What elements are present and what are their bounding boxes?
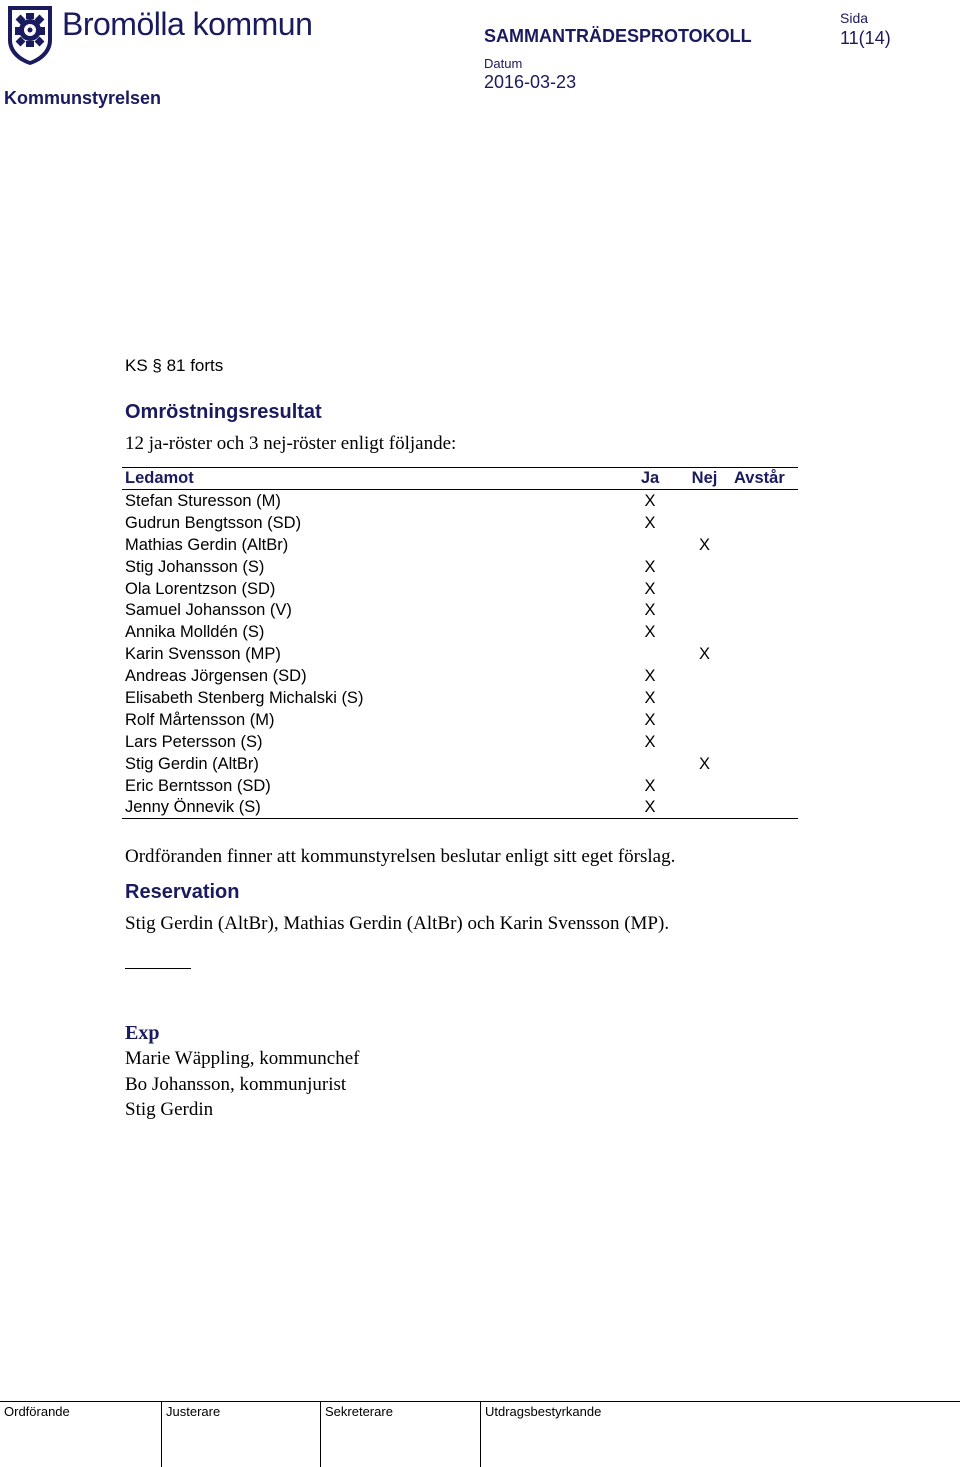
vote-no: X [698, 754, 710, 773]
signature-secretary: Sekreterare [320, 1402, 480, 1467]
organization-name: Kommunstyrelsen [4, 88, 162, 108]
vote-yes: X [644, 798, 656, 817]
table-row [122, 687, 798, 709]
vote-no [675, 796, 731, 818]
vote-no [675, 490, 731, 512]
vote-yes: X [644, 688, 656, 707]
table-row [122, 578, 798, 600]
signature-footer [0, 1401, 960, 1467]
vote-abstain [731, 731, 798, 753]
bromolla-coat-of-arms-icon [4, 4, 56, 66]
divider [125, 968, 191, 969]
vote-no [675, 775, 731, 797]
vote-heading: Omröstningsresultat [125, 401, 322, 423]
vote-abstain [731, 599, 798, 621]
vote-no [675, 599, 731, 621]
distribution-heading: Exp [125, 1022, 160, 1044]
table-row [122, 556, 798, 578]
vote-yes [622, 534, 675, 556]
reservation-text: Stig Gerdin (AltBr), Mathias Gerdin (AltBr) och Karin Svensson (MP). [125, 913, 670, 934]
page-number: 11(14) [840, 28, 891, 48]
member-name: Mathias Gerdin (AltBr) [125, 535, 289, 554]
vote-no [675, 731, 731, 753]
table-row [122, 665, 798, 687]
reservation-heading: Reservation [125, 881, 240, 903]
table-row [122, 731, 798, 753]
municipality-name: Bromölla kommun [62, 6, 313, 42]
vote-yes [622, 753, 675, 775]
document-type: SAMMANTRÄDESPROTOKOLL [484, 26, 752, 46]
table-row [122, 599, 798, 621]
member-name: Stig Johansson (S) [125, 557, 265, 576]
signature-adjuster: Justerare [161, 1402, 320, 1467]
vote-no [675, 621, 731, 643]
vote-no [675, 687, 731, 709]
table-row [122, 753, 798, 775]
signature-certifier: Utdragsbestyrkande [480, 1402, 960, 1467]
member-name: Gudrun Bengtsson (SD) [125, 513, 302, 532]
vote-yes: X [644, 710, 656, 729]
vote-table-header [122, 468, 798, 490]
page-label: Sida [840, 10, 869, 26]
header-no: Nej [691, 469, 718, 487]
vote-abstain [731, 621, 798, 643]
vote-yes [622, 643, 675, 665]
member-name: Andreas Jörgensen (SD) [125, 667, 307, 686]
vote-abstain [731, 687, 798, 709]
section-reference: KS § 81 forts [125, 356, 224, 375]
vote-summary: 12 ja-röster och 3 nej-röster enligt följande: [125, 433, 457, 454]
vote-abstain [731, 578, 798, 600]
vote-yes: X [644, 513, 656, 532]
table-row [122, 534, 798, 556]
vote-abstain [731, 665, 798, 687]
member-name: Jenny Önnevik (S) [125, 798, 261, 817]
vote-no: X [698, 645, 710, 664]
vote-yes: X [644, 601, 656, 620]
vote-abstain [731, 534, 798, 556]
vote-no [675, 578, 731, 600]
vote-no [675, 709, 731, 731]
meeting-date: 2016-03-23 [484, 72, 577, 92]
table-row [122, 490, 798, 512]
member-name: Karin Svensson (MP) [125, 645, 281, 664]
member-name: Samuel Johansson (V) [125, 601, 292, 620]
member-name: Eric Berntsson (SD) [125, 776, 271, 795]
vote-abstain [731, 490, 798, 512]
member-name: Ola Lorentzson (SD) [125, 579, 276, 598]
table-row [122, 621, 798, 643]
decision-text: Ordföranden finner att kommunstyrelsen beslutar enligt sitt eget förslag. [125, 846, 676, 867]
vote-no [675, 512, 731, 534]
vote-yes: X [644, 732, 656, 751]
header-yes: Ja [640, 469, 660, 487]
vote-abstain [731, 709, 798, 731]
member-name: Lars Petersson (S) [125, 732, 263, 751]
member-name: Rolf Mårtensson (M) [125, 710, 275, 729]
vote-yes: X [644, 776, 656, 795]
distribution-list [125, 1046, 359, 1123]
vote-no [675, 556, 731, 578]
vote-abstain [731, 753, 798, 775]
table-row [122, 775, 798, 797]
vote-yes: X [644, 491, 656, 510]
vote-yes: X [644, 667, 656, 686]
table-row [122, 643, 798, 665]
header-abstain: Avstår [734, 469, 785, 487]
vote-abstain [731, 556, 798, 578]
vote-abstain [731, 775, 798, 797]
signature-chair: Ordförande [4, 1404, 70, 1419]
table-row [122, 512, 798, 534]
vote-abstain [731, 512, 798, 534]
vote-no [675, 665, 731, 687]
member-name: Stig Gerdin (AltBr) [125, 754, 259, 773]
vote-yes: X [644, 579, 656, 598]
vote-yes: X [644, 557, 656, 576]
table-row [122, 709, 798, 731]
vote-yes: X [644, 623, 656, 642]
distribution-recipient: Bo Johansson, kommunjurist [125, 1073, 347, 1095]
date-label: Datum [484, 56, 523, 71]
vote-no: X [698, 535, 710, 554]
distribution-recipient: Marie Wäppling, kommunchef [125, 1048, 360, 1069]
vote-abstain [731, 643, 798, 665]
distribution-recipient: Stig Gerdin [125, 1099, 214, 1120]
header-member: Ledamot [125, 469, 194, 487]
vote-table [122, 467, 798, 819]
vote-abstain [731, 796, 798, 818]
table-row [122, 796, 798, 818]
member-name: Annika Molldén (S) [125, 623, 265, 642]
member-name: Stefan Sturesson (M) [125, 491, 281, 510]
member-name: Elisabeth Stenberg Michalski (S) [125, 688, 364, 707]
